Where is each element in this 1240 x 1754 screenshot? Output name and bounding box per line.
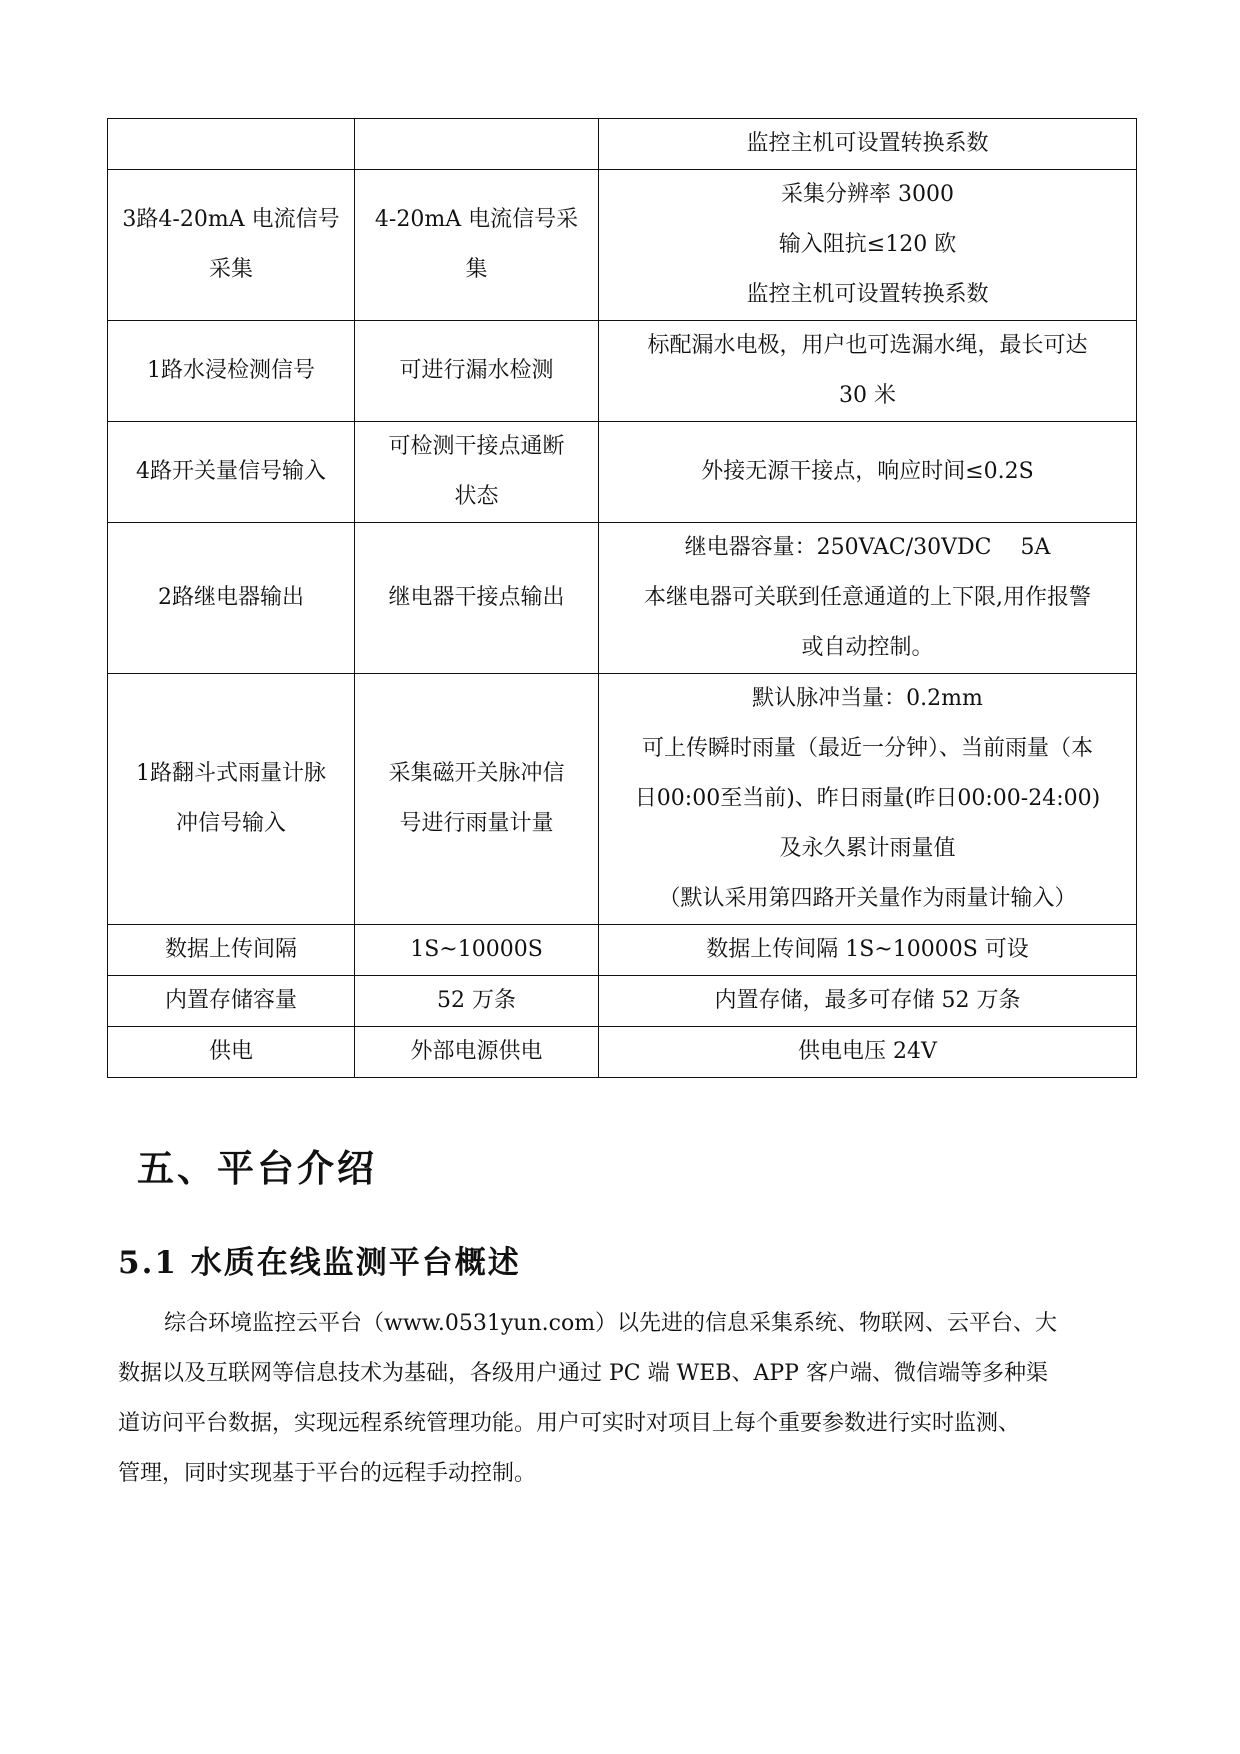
cell-text-line: 采集磁开关脉冲信 xyxy=(388,761,565,786)
table-cell xyxy=(355,925,599,976)
cell-text-line: 或自动控制。 xyxy=(801,635,934,660)
table-cell xyxy=(599,321,1137,422)
cell-text-line: 30 米 xyxy=(839,383,896,408)
spec-table-body xyxy=(108,119,1137,1078)
spec-table xyxy=(107,118,1137,1078)
table-cell xyxy=(355,170,599,321)
table-cell xyxy=(108,1027,355,1078)
table-cell xyxy=(599,674,1137,925)
table-row xyxy=(108,422,1137,523)
table-cell xyxy=(355,321,599,422)
cell-text-line: 继电器干接点输出 xyxy=(388,585,565,610)
cell-text-line: 本继电器可关联到任意通道的上下限,用作报警 xyxy=(644,585,1091,610)
cell-text-line: 继电器容量：250VAC/30VDC 5A xyxy=(684,535,1051,560)
table-cell xyxy=(108,925,355,976)
cell-text-line: 内置存储，最多可存储 52 万条 xyxy=(714,988,1021,1013)
cell-text-line: 标配漏水电极，用户也可选漏水绳，最长可达 xyxy=(647,333,1088,358)
cell-text-line: 可检测干接点通断 xyxy=(388,434,565,459)
table-cell xyxy=(599,119,1137,170)
table-cell xyxy=(355,976,599,1027)
table-row xyxy=(108,925,1137,976)
table-cell xyxy=(108,523,355,674)
cell-text-line: 数据上传间隔 1S~10000S 可设 xyxy=(706,937,1029,962)
cell-text-line: 4路开关量信号输入 xyxy=(136,459,326,484)
table-cell xyxy=(355,119,599,170)
paragraph-line: 道访问平台数据，实现远程系统管理功能。用户可实时对项目上每个重要参数进行实时监测、 xyxy=(118,1411,1021,1436)
table-cell xyxy=(599,1027,1137,1078)
table-row xyxy=(108,674,1137,925)
table-row xyxy=(108,170,1137,321)
table-cell xyxy=(599,925,1137,976)
table-cell xyxy=(108,119,355,170)
paragraph-line: 综合环境监控云平台（www.0531yun.com）以先进的信息采集系统、物联网、云平台、大 xyxy=(164,1311,1058,1336)
cell-text-line: 52 万条 xyxy=(437,988,516,1013)
cell-text-line: 供电电压 24V xyxy=(798,1039,937,1064)
subsection-title: 5.1 水质在线监测平台概述 xyxy=(118,1245,521,1281)
cell-text-line: 供电 xyxy=(208,1039,253,1064)
cell-text-line: 日00:00至当前)、昨日雨量(昨日00:00-24:00) xyxy=(634,786,1101,811)
cell-text-line: 内置存储容量 xyxy=(164,988,297,1013)
cell-text-line: 外部电源供电 xyxy=(410,1039,543,1064)
table-row xyxy=(108,1027,1137,1078)
cell-text-line: 可进行漏水检测 xyxy=(399,358,554,383)
cell-text-line: 4-20mA 电流信号采 xyxy=(374,207,579,232)
table-row xyxy=(108,119,1137,170)
table-cell xyxy=(108,170,355,321)
table-cell xyxy=(355,523,599,674)
cell-text-line: 集 xyxy=(465,257,488,282)
cell-text-line: 冲信号输入 xyxy=(175,811,286,836)
cell-text-line: （默认采用第四路开关量作为雨量计输入） xyxy=(658,886,1077,911)
table-row xyxy=(108,321,1137,422)
cell-text-line: 3路4-20mA 电流信号 xyxy=(122,207,340,232)
table-cell xyxy=(108,674,355,925)
section-title: 五、平台介绍 xyxy=(137,1146,377,1190)
table-cell xyxy=(599,170,1137,321)
table-cell xyxy=(599,976,1137,1027)
cell-text-line: 1路翻斗式雨量计脉 xyxy=(136,761,326,786)
cell-text-line: 监控主机可设置转换系数 xyxy=(746,282,989,307)
table-cell xyxy=(355,422,599,523)
cell-text-line: 1S~10000S xyxy=(410,937,543,962)
table-cell xyxy=(355,1027,599,1078)
cell-text-line: 外接无源干接点，响应时间≤0.2S xyxy=(701,459,1034,484)
cell-text-line: 默认脉冲当量：0.2mm xyxy=(752,686,983,711)
cell-text-line: 采集 xyxy=(208,257,253,282)
cell-text-line: 数据上传间隔 xyxy=(164,937,297,962)
paragraph-line: 数据以及互联网等信息技术为基础，各级用户通过 PC 端 WEB、APP 客户端、微信端等多种渠 xyxy=(118,1361,1048,1386)
table-cell xyxy=(599,523,1137,674)
table-row xyxy=(108,523,1137,674)
cell-text-line: 1路水浸检测信号 xyxy=(147,358,315,383)
table-cell xyxy=(108,422,355,523)
paragraph-line: 管理，同时实现基于平台的远程手动控制。 xyxy=(118,1461,537,1486)
table-cell xyxy=(355,674,599,925)
table-cell xyxy=(599,422,1137,523)
cell-text-line: 输入阻抗≤120 欧 xyxy=(778,232,957,257)
table-cell xyxy=(108,976,355,1027)
cell-text-line: 号进行雨量计量 xyxy=(399,811,554,836)
cell-text-line: 及永久累计雨量值 xyxy=(779,836,956,861)
cell-text-line: 监控主机可设置转换系数 xyxy=(746,131,989,156)
cell-text-line: 可上传瞬时雨量（最近一分钟）、当前雨量（本 xyxy=(641,736,1093,761)
cell-text-line: 采集分辨率 3000 xyxy=(781,182,954,207)
cell-text-line: 2路继电器输出 xyxy=(158,585,304,610)
table-cell xyxy=(108,321,355,422)
cell-text-line: 状态 xyxy=(454,484,499,509)
overview-paragraph xyxy=(118,1299,1128,1499)
table-row xyxy=(108,976,1137,1027)
